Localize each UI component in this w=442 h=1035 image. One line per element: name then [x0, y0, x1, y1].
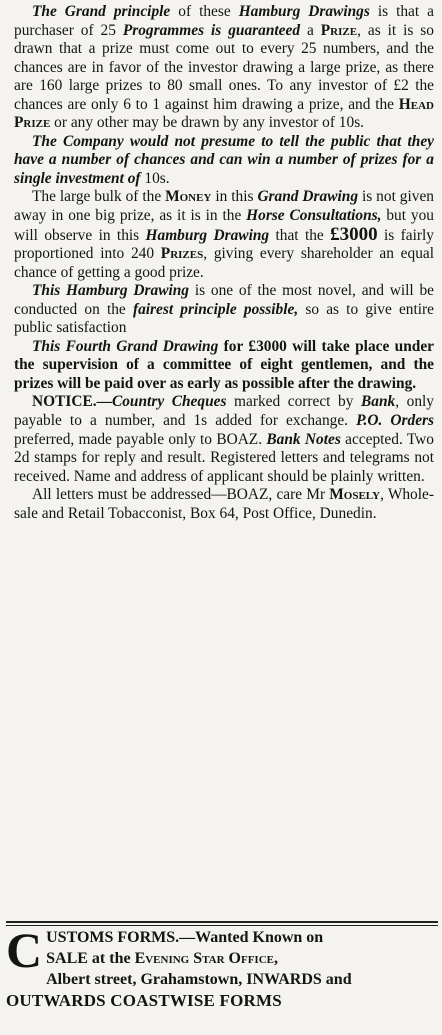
text-span: so as to give entire public satisfaction: [14, 300, 435, 337]
text-span: Country Cheques: [111, 393, 227, 411]
text-span: This Fourth Grand Drawing: [32, 337, 219, 355]
text-span: The large bulk of the: [32, 188, 166, 206]
paragraph-hamburg-drawing: [14, 282, 434, 338]
text-span: Prize: [320, 21, 358, 39]
text-span: The Grand principle: [32, 3, 171, 20]
text-span: is one of the most novel, and will be conducted on the: [14, 282, 434, 318]
text-span: in this: [211, 188, 258, 206]
paragraph-notice: [14, 393, 434, 486]
text-span: , giving every shareholder an equal chance of getting a good prize.: [14, 245, 434, 281]
text-span: Grand Drawing: [257, 188, 359, 206]
text-span: or any other may be drawn by any investor of 10s.: [50, 114, 365, 132]
paragraph-company: [14, 133, 434, 189]
text-span: is fairly proportioned into 240: [14, 226, 434, 263]
text-span: , only payable to a number, and 1s added for exchange.: [14, 393, 434, 430]
drop-cap: C: [6, 922, 43, 978]
text-span: is not given away in one big prize, as it is in the: [14, 188, 434, 225]
paragraph-large-bulk: [14, 188, 434, 282]
text-span: Bank Notes: [266, 430, 341, 448]
paragraph-address: [14, 486, 434, 523]
text-span: Hamburg Drawing: [145, 226, 270, 244]
text-span: Bank: [360, 393, 396, 411]
text-span: , as it is so drawn that a prize must come out to every 25 numbers, and the chances are in favor of the investor drawing a large prize, as there are 160 large prizes to 80 small ones. To any investor of £2 the chances are only 6 to 1 against him drawing a prize, and the: [14, 21, 434, 113]
customs-forms-advertisement: [6, 922, 436, 1011]
text-span: Money: [165, 188, 212, 206]
text-span: All letters must be addressed—BOAZ, care Mr: [32, 486, 330, 504]
text-span: Programmes is guaranteed: [122, 21, 301, 39]
section-divider: [6, 921, 438, 926]
text-span: Hamburg Drawings: [238, 3, 370, 20]
text-span: P.O. Orders: [356, 412, 434, 430]
text-span: is that a purchaser of 25: [14, 3, 434, 39]
text-span: a: [300, 21, 321, 39]
text-span: but you will observe in this: [14, 207, 434, 244]
text-span: , Whole-sale and Retail Tobacconist, Box 64, Post Office, Dunedin.: [14, 486, 434, 522]
text-span: Evening Star Office,: [134, 950, 278, 967]
text-span: The Company would not presume to tell the public that they have a number of chances and can win a number of prizes for a single investment of: [14, 132, 434, 187]
text-span: Prizes: [160, 245, 204, 263]
text-span: This Hamburg Drawing: [32, 282, 190, 300]
text-span: Horse Consultations,: [246, 207, 382, 225]
text-span: Mosely: [329, 486, 381, 504]
text-span: £3000: [330, 223, 378, 245]
text-span: of these: [170, 3, 239, 20]
text-span: preferred, made payable only to BOAZ.: [14, 430, 267, 448]
text-span: that the: [269, 226, 331, 244]
text-span: accepted. Two 2d stamps for reply and result. Registered letters and telegrams not received. Name and address of applicant should be plainly written.: [14, 430, 434, 485]
text-span: SALE at the: [46, 950, 135, 967]
text-span: 10s.: [140, 169, 170, 187]
text-span: marked correct by: [226, 393, 361, 411]
text-span: NOTICE.—: [32, 393, 112, 411]
ad-line-1: USTOMS FORMS.—Wanted Known on: [46, 929, 324, 946]
text-span: fairest principle possible,: [132, 300, 299, 318]
text-span: Head Prize: [14, 95, 434, 132]
ad-line-4: OUTWARDS COASTWISE FORMS: [6, 991, 282, 1010]
ad-line-2: [6, 948, 436, 969]
ad-line-3: Albert street, Grahamstown, INWARDS and: [46, 971, 352, 988]
paragraph-grand-principle: [14, 3, 434, 133]
paragraph-fourth-drawing: [14, 338, 434, 394]
text-span: for £3000 will take place under the supervision of a committee of eight gentlemen, and the prizes will be paid over as early as possible after the drawing.: [14, 337, 435, 392]
